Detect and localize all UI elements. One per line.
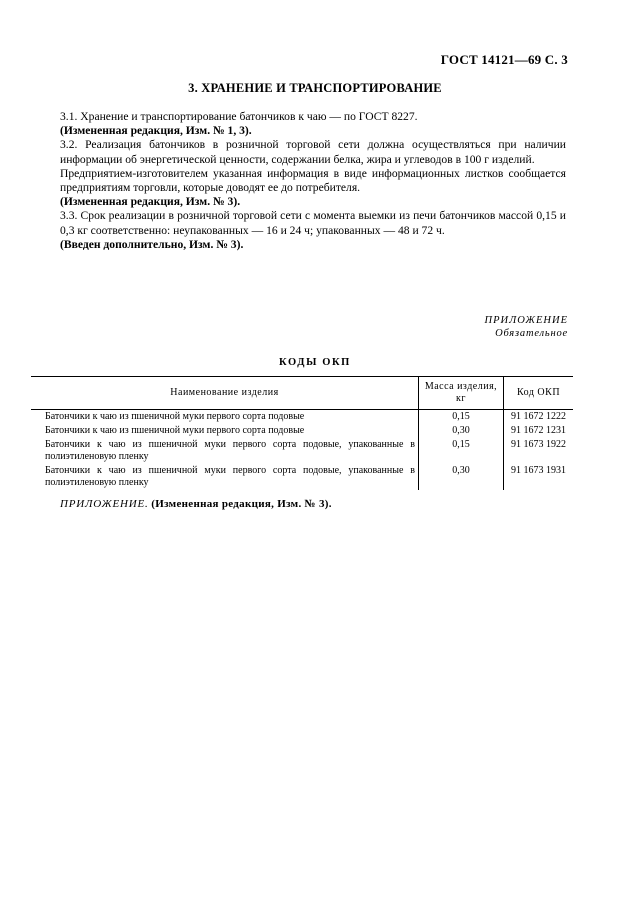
footnote-amendment: (Измененная редакция, Изм. № 3). <box>151 498 332 510</box>
row-mass: 0,15 <box>419 410 504 425</box>
paragraph-3-3: 3.3. Срок реализации в розничной торговой сети с момента выемки из печи батончиков массой 0,15 и 0,3 кг соответственно: неупакованных — 16 и 24 ч; упакованных — 48 и 72 ч. <box>60 209 566 237</box>
table-header-row <box>31 377 573 410</box>
appendix-footnote <box>60 498 332 510</box>
codes-table-title: КОДЫ ОКП <box>279 357 351 368</box>
row-name: Батончики к чаю из пшеничной муки первого сорта подовые, упакованные в полиэтиленовую пленку <box>31 464 419 490</box>
header-code: Код ОКП <box>504 377 574 410</box>
row-mass: 0,15 <box>419 438 504 464</box>
table-row <box>31 438 573 464</box>
okp-codes-table <box>31 376 573 490</box>
appendix-label-block <box>485 314 569 340</box>
row-code: 91 1673 1931 <box>511 465 566 476</box>
paragraph-3-3-amendment: (Введен дополнительно, Изм. № 3). <box>60 237 244 251</box>
row-mass: 0,30 <box>419 464 504 490</box>
row-name: Батончики к чаю из пшеничной муки первого сорта подовые <box>31 410 419 425</box>
section-body <box>60 110 566 252</box>
paragraph-3-2-cont: Предприятием-изготовителем указанная информация в виде информационных листков сообщается предприятиям торговли, которые доводят ее до потребителя. <box>60 166 566 195</box>
paragraph-3-1-amendment: (Измененная редакция, Изм. № 1, 3). <box>60 124 252 138</box>
row-code: 91 1672 1222 <box>511 411 566 422</box>
row-code: 91 1673 1922 <box>511 439 566 450</box>
section-title: 3. ХРАНЕНИЕ И ТРАНСПОРТИРОВАНИЕ <box>188 81 442 95</box>
paragraph-3-1 <box>60 110 566 124</box>
table-row <box>31 424 573 438</box>
paragraph-3-2-amendment: (Измененная редакция, Изм. № 3). <box>60 195 241 209</box>
table-row <box>31 410 573 425</box>
footnote-label: ПРИЛОЖЕНИЕ. <box>60 498 149 510</box>
row-name: Батончики к чаю из пшеничной муки первого сорта подовые, упакованные в полиэтиленовую пленку <box>31 438 419 464</box>
header-mass: Масса изделия, кг <box>419 377 504 410</box>
page-header-code: ГОСТ 14121—69 С. 3 <box>440 52 568 67</box>
paragraph-3-2: 3.2. Реализация батончиков в розничной торговой сети должна осуществляться при наличии информации об энергетической ценности, содержании белка, жира и углеводов в 100 г изделий. <box>60 138 566 166</box>
table-row <box>31 464 573 490</box>
paragraph-3-1-text: 3.1. Хранение и транспортирование батончиков к чаю — по ГОСТ 8227. <box>60 110 418 123</box>
appendix-status: Обязательное <box>495 328 568 339</box>
row-code: 91 1672 1231 <box>511 425 566 436</box>
header-name: Наименование изделия <box>31 377 419 410</box>
row-name: Батончики к чаю из пшеничной муки первого сорта подовые <box>31 424 419 438</box>
appendix-label: ПРИЛОЖЕНИЕ <box>484 315 568 326</box>
row-mass: 0,30 <box>419 424 504 438</box>
